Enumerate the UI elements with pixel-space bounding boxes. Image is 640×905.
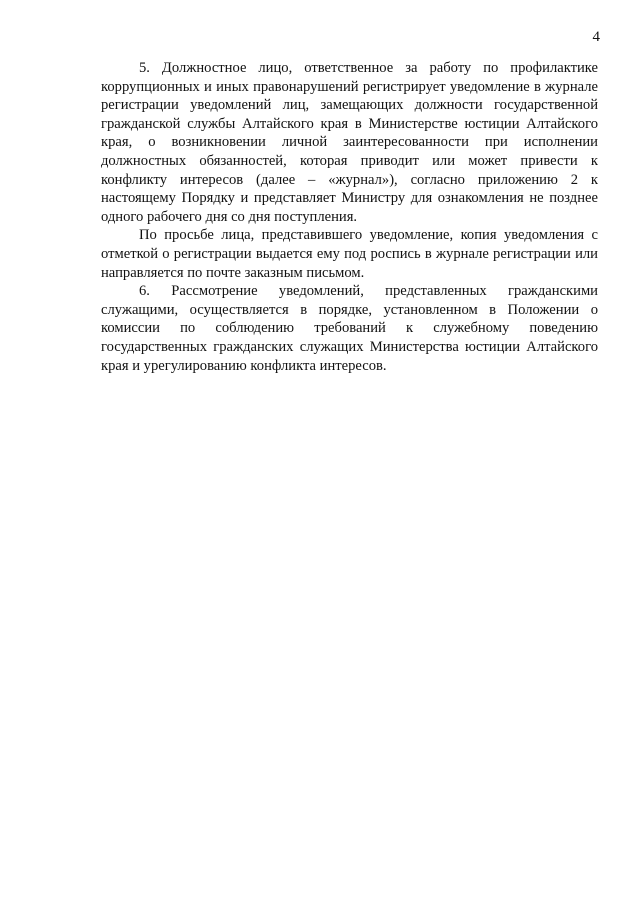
paragraph-item-5: 5. Должностное лицо, ответственное за работу по профилактике коррупционных и иных правонарушений регистрирует уведомление в журнале регистрации уведомлений лиц, замещающих должности государственной гражданской службы Алтайского края в Министерстве юстиции Алтайского края, о возникновении личной заинтересованности при исполнении должностных обязанностей, которая приводит или может привести к конфликту интересов (далее – «журнал»), согласно приложению 2 к настоящему Порядку и представляет Министру для ознакомления не позднее одного рабочего дня со дня поступления. (101, 60, 598, 225)
paragraph-copy-request: По просьбе лица, представившего уведомление, копия уведомления с отметкой о регистрации выдается ему под роспись в журнале регистрации или направляется по почте заказным письмом. (101, 227, 598, 281)
paragraph-item-6: 6. Рассмотрение уведомлений, представленных гражданскими служащими, осуществляется в порядке, установленном в Положении о комиссии по соблюдению требований к служебному поведению государственных гражданских служащих Министерства юстиции Алтайского края и урегулированию конфликта интересов. (101, 283, 598, 374)
page-number: 4 (592, 29, 600, 45)
document-body (101, 59, 598, 375)
